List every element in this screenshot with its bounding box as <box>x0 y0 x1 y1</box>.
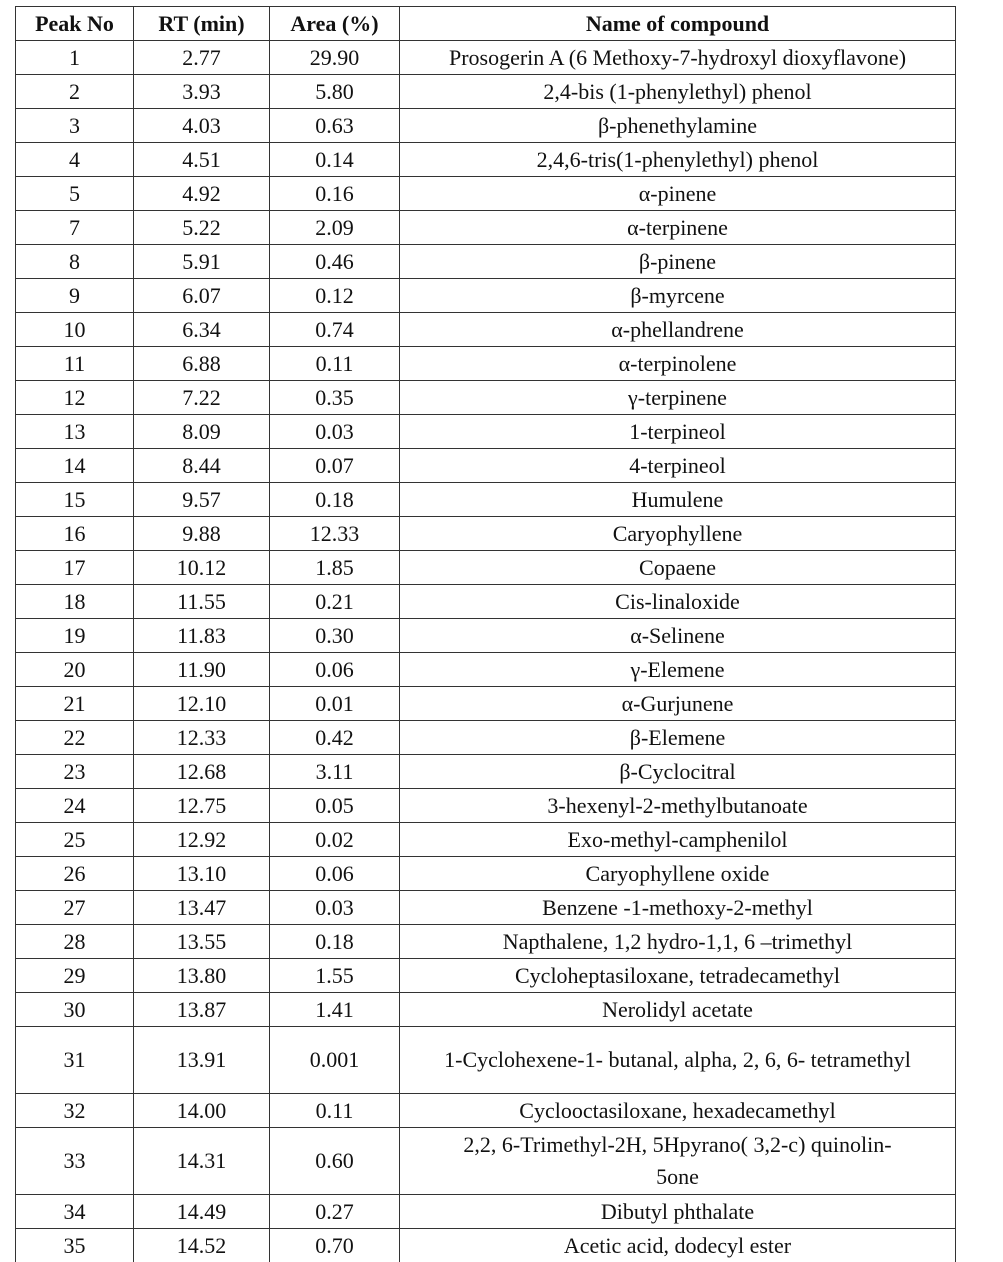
table-row <box>16 109 956 143</box>
header-row <box>16 7 956 41</box>
cell-rt: 6.34 <box>134 313 270 347</box>
table-row <box>16 177 956 211</box>
cell-peak-no: 18 <box>16 585 134 619</box>
cell-area: 0.02 <box>270 823 400 857</box>
cell-compound-name: α-pinene <box>400 177 956 211</box>
cell-rt: 11.90 <box>134 653 270 687</box>
cell-compound-name: γ-Elemene <box>400 653 956 687</box>
cell-peak-no: 25 <box>16 823 134 857</box>
cell-rt: 7.22 <box>134 381 270 415</box>
table-row <box>16 551 956 585</box>
cell-area: 2.09 <box>270 211 400 245</box>
cell-compound-name: α-terpinolene <box>400 347 956 381</box>
cell-compound-name: Exo-methyl-camphenilol <box>400 823 956 857</box>
table-row <box>16 755 956 789</box>
cell-area: 0.11 <box>270 1094 400 1128</box>
cell-peak-no: 15 <box>16 483 134 517</box>
cell-compound-name: 2,4,6-tris(1-phenylethyl) phenol <box>400 143 956 177</box>
cell-rt: 14.00 <box>134 1094 270 1128</box>
cell-area: 0.06 <box>270 857 400 891</box>
cell-peak-no: 5 <box>16 177 134 211</box>
cell-compound-name: 2,4-bis (1-phenylethyl) phenol <box>400 75 956 109</box>
table-row <box>16 1128 956 1195</box>
cell-peak-no: 7 <box>16 211 134 245</box>
cell-compound-name: β-Elemene <box>400 721 956 755</box>
cell-peak-no: 24 <box>16 789 134 823</box>
table-row <box>16 313 956 347</box>
cell-rt: 14.49 <box>134 1195 270 1229</box>
cell-peak-no: 4 <box>16 143 134 177</box>
table-row <box>16 483 956 517</box>
cell-area: 0.35 <box>270 381 400 415</box>
cell-rt: 4.03 <box>134 109 270 143</box>
table-row <box>16 1027 956 1094</box>
table-row <box>16 347 956 381</box>
cell-area: 0.27 <box>270 1195 400 1229</box>
cell-peak-no: 20 <box>16 653 134 687</box>
cell-area: 0.001 <box>270 1027 400 1094</box>
cell-peak-no: 2 <box>16 75 134 109</box>
table-row <box>16 993 956 1027</box>
cell-rt: 10.12 <box>134 551 270 585</box>
table-row <box>16 823 956 857</box>
cell-compound-name: 4-terpineol <box>400 449 956 483</box>
cell-area: 0.18 <box>270 483 400 517</box>
cell-area: 0.12 <box>270 279 400 313</box>
cell-peak-no: 3 <box>16 109 134 143</box>
cell-area: 1.55 <box>270 959 400 993</box>
cell-area: 0.01 <box>270 687 400 721</box>
cell-rt: 6.88 <box>134 347 270 381</box>
cell-area: 0.42 <box>270 721 400 755</box>
cell-area: 1.85 <box>270 551 400 585</box>
cell-rt: 13.47 <box>134 891 270 925</box>
cell-peak-no: 32 <box>16 1094 134 1128</box>
table-row <box>16 143 956 177</box>
cell-compound-name: Dibutyl phthalate <box>400 1195 956 1229</box>
cell-area: 29.90 <box>270 41 400 75</box>
cell-compound-name: Humulene <box>400 483 956 517</box>
table-row <box>16 1229 956 1262</box>
cell-area: 0.05 <box>270 789 400 823</box>
cell-peak-no: 23 <box>16 755 134 789</box>
cell-compound-name: Napthalene, 1,2 hydro-1,1, 6 –trimethyl <box>400 925 956 959</box>
cell-peak-no: 26 <box>16 857 134 891</box>
table-row <box>16 517 956 551</box>
table-row <box>16 619 956 653</box>
cell-compound-name: Nerolidyl acetate <box>400 993 956 1027</box>
cell-peak-no: 8 <box>16 245 134 279</box>
cell-area: 0.74 <box>270 313 400 347</box>
cell-rt: 9.88 <box>134 517 270 551</box>
cell-rt: 9.57 <box>134 483 270 517</box>
table-row <box>16 959 956 993</box>
cell-peak-no: 34 <box>16 1195 134 1229</box>
cell-peak-no: 11 <box>16 347 134 381</box>
header-area: Area (%) <box>270 7 400 41</box>
cell-rt: 12.10 <box>134 687 270 721</box>
cell-rt: 12.75 <box>134 789 270 823</box>
cell-compound-name: α-Selinene <box>400 619 956 653</box>
cell-area: 0.07 <box>270 449 400 483</box>
cell-area: 0.03 <box>270 891 400 925</box>
cell-compound-name: α-Gurjunene <box>400 687 956 721</box>
cell-area: 0.03 <box>270 415 400 449</box>
cell-rt: 11.55 <box>134 585 270 619</box>
cell-compound-name: Cycloheptasiloxane, tetradecamethyl <box>400 959 956 993</box>
cell-compound-name: Caryophyllene <box>400 517 956 551</box>
cell-peak-no: 1 <box>16 41 134 75</box>
table-row <box>16 789 956 823</box>
cell-rt: 13.80 <box>134 959 270 993</box>
table-row <box>16 687 956 721</box>
header-rt: RT (min) <box>134 7 270 41</box>
table-row <box>16 721 956 755</box>
cell-compound-name: γ-terpinene <box>400 381 956 415</box>
cell-compound-name <box>400 1027 956 1094</box>
header-peak-no: Peak No <box>16 7 134 41</box>
table-row <box>16 415 956 449</box>
cell-compound-name: Cyclooctasiloxane, hexadecamethyl <box>400 1094 956 1128</box>
table-row <box>16 925 956 959</box>
cell-rt: 5.91 <box>134 245 270 279</box>
cell-peak-no: 28 <box>16 925 134 959</box>
cell-peak-no: 10 <box>16 313 134 347</box>
cell-area: 0.63 <box>270 109 400 143</box>
table-row <box>16 857 956 891</box>
cell-rt: 13.91 <box>134 1027 270 1094</box>
cell-area: 0.06 <box>270 653 400 687</box>
cell-compound-name: β-pinene <box>400 245 956 279</box>
cell-rt: 14.52 <box>134 1229 270 1262</box>
cell-area: 0.46 <box>270 245 400 279</box>
cell-compound-name: α-phellandrene <box>400 313 956 347</box>
cell-area: 0.70 <box>270 1229 400 1262</box>
compound-table-container <box>15 6 956 1262</box>
cell-peak-no: 27 <box>16 891 134 925</box>
cell-area: 0.14 <box>270 143 400 177</box>
cell-area: 5.80 <box>270 75 400 109</box>
cell-peak-no: 19 <box>16 619 134 653</box>
header-compound-name: Name of compound <box>400 7 956 41</box>
table-row <box>16 449 956 483</box>
cell-compound-name: Acetic acid, dodecyl ester <box>400 1229 956 1262</box>
cell-peak-no: 12 <box>16 381 134 415</box>
table-body <box>16 41 956 1262</box>
table-row <box>16 585 956 619</box>
cell-rt: 11.83 <box>134 619 270 653</box>
table-row <box>16 75 956 109</box>
cell-rt: 12.68 <box>134 755 270 789</box>
cell-compound-name: Cis-linaloxide <box>400 585 956 619</box>
cell-compound-name: Benzene -1-methoxy-2-methyl <box>400 891 956 925</box>
gc-ms-compound-table <box>15 6 956 1262</box>
cell-rt: 2.77 <box>134 41 270 75</box>
cell-area: 0.18 <box>270 925 400 959</box>
cell-area: 0.16 <box>270 177 400 211</box>
cell-compound-name: 3-hexenyl-2-methylbutanoate <box>400 789 956 823</box>
cell-peak-no: 29 <box>16 959 134 993</box>
cell-rt: 13.87 <box>134 993 270 1027</box>
table-row <box>16 279 956 313</box>
cell-peak-no: 9 <box>16 279 134 313</box>
cell-peak-no: 14 <box>16 449 134 483</box>
cell-peak-no: 33 <box>16 1128 134 1195</box>
cell-rt: 13.10 <box>134 857 270 891</box>
table-row <box>16 381 956 415</box>
cell-area: 0.21 <box>270 585 400 619</box>
table-row <box>16 1195 956 1229</box>
cell-area: 12.33 <box>270 517 400 551</box>
cell-area: 0.30 <box>270 619 400 653</box>
cell-rt: 12.92 <box>134 823 270 857</box>
cell-compound-name: β-myrcene <box>400 279 956 313</box>
cell-rt: 4.51 <box>134 143 270 177</box>
table-row <box>16 211 956 245</box>
cell-peak-no: 35 <box>16 1229 134 1262</box>
cell-peak-no: 17 <box>16 551 134 585</box>
cell-compound-name <box>400 1128 956 1195</box>
cell-rt: 14.31 <box>134 1128 270 1195</box>
table-row <box>16 1094 956 1128</box>
cell-peak-no: 30 <box>16 993 134 1027</box>
cell-compound-name: Prosogerin A (6 Methoxy-7-hydroxyl dioxyflavone) <box>400 41 956 75</box>
cell-compound-name: 1-terpineol <box>400 415 956 449</box>
cell-peak-no: 16 <box>16 517 134 551</box>
table-row <box>16 245 956 279</box>
cell-compound-name: Caryophyllene oxide <box>400 857 956 891</box>
compound-name-text: 1-Cyclohexene-1- butanal, alpha, 2, 6, 6- tetramethyl <box>444 1044 911 1076</box>
cell-area: 1.41 <box>270 993 400 1027</box>
cell-rt: 8.44 <box>134 449 270 483</box>
cell-area: 0.11 <box>270 347 400 381</box>
cell-area: 0.60 <box>270 1128 400 1195</box>
cell-compound-name: Copaene <box>400 551 956 585</box>
cell-compound-name: α-terpinene <box>400 211 956 245</box>
cell-rt: 5.22 <box>134 211 270 245</box>
cell-compound-name: β-phenethylamine <box>400 109 956 143</box>
cell-rt: 13.55 <box>134 925 270 959</box>
cell-peak-no: 31 <box>16 1027 134 1094</box>
compound-name-text: 2,2, 6-Trimethyl-2H, 5Hpyrano( 3,2-c) quinolin-5one <box>443 1129 913 1193</box>
table-row <box>16 41 956 75</box>
cell-compound-name: β-Cyclocitral <box>400 755 956 789</box>
table-row <box>16 891 956 925</box>
cell-rt: 3.93 <box>134 75 270 109</box>
table-row <box>16 653 956 687</box>
cell-peak-no: 22 <box>16 721 134 755</box>
cell-rt: 8.09 <box>134 415 270 449</box>
cell-peak-no: 21 <box>16 687 134 721</box>
cell-peak-no: 13 <box>16 415 134 449</box>
cell-rt: 12.33 <box>134 721 270 755</box>
cell-rt: 4.92 <box>134 177 270 211</box>
cell-rt: 6.07 <box>134 279 270 313</box>
cell-area: 3.11 <box>270 755 400 789</box>
